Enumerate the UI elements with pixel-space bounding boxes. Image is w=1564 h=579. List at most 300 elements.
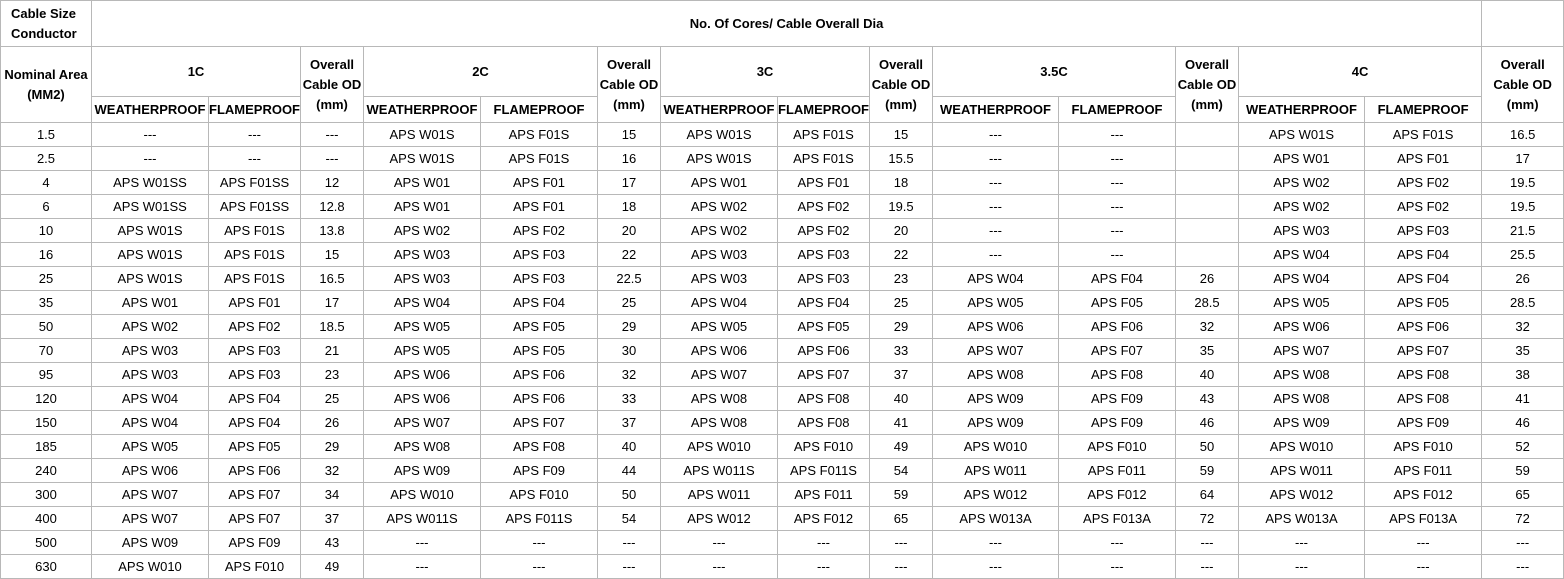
table-cell: --- [933,195,1059,219]
weatherproof-header-3-5c: WEATHERPROOF [933,97,1059,123]
table-cell: APS W03 [92,363,209,387]
table-cell: 65 [1482,483,1564,507]
table-cell: 59 [1482,459,1564,483]
table-row [1,171,1564,195]
table-row [1,555,1564,579]
table-cell: APS F011 [1059,459,1176,483]
table-cell: 20 [598,219,661,243]
table-cell: APS F06 [1365,315,1482,339]
table-row [1,411,1564,435]
table-cell: 29 [870,315,933,339]
table-row [1,219,1564,243]
table-cell: --- [1365,531,1482,555]
table-cell: 40 [598,435,661,459]
table-cell: APS W02 [1239,171,1365,195]
table-cell: APS F09 [1059,387,1176,411]
table-cell: APS F010 [1365,435,1482,459]
table-cell: --- [870,555,933,579]
nominal-area-cell: 2.5 [1,147,92,171]
overall-od-header-2c: Overall Cable OD (mm) [598,47,661,123]
table-cell: --- [1059,531,1176,555]
table-cell: 18.5 [301,315,364,339]
table-cell: 41 [870,411,933,435]
table-cell: 15 [301,243,364,267]
nominal-area-cell: 25 [1,267,92,291]
weatherproof-header-3c: WEATHERPROOF [661,97,778,123]
table-cell: APS W02 [661,219,778,243]
table-cell: APS F05 [1059,291,1176,315]
table-cell: APS F01S [481,123,598,147]
table-cell: --- [92,147,209,171]
table-cell: APS F06 [481,387,598,411]
table-cell: 16.5 [301,267,364,291]
table-cell: APS W01S [92,267,209,291]
table-cell: 46 [1482,411,1564,435]
table-row [1,339,1564,363]
table-cell: APS F03 [1365,219,1482,243]
weatherproof-header-4c: WEATHERPROOF [1239,97,1365,123]
table-cell: APS F02 [1365,195,1482,219]
table-cell: --- [933,147,1059,171]
nominal-area-cell: 4 [1,171,92,195]
table-cell: APS F012 [1365,483,1482,507]
table-cell: APS W011S [661,459,778,483]
table-cell: APS W04 [92,411,209,435]
table-cell: 33 [870,339,933,363]
table-cell: APS W05 [364,315,481,339]
weatherproof-header-2c: WEATHERPROOF [364,97,481,123]
table-cell: APS W01S [92,219,209,243]
table-cell: APS F04 [778,291,870,315]
nominal-area-cell: 16 [1,243,92,267]
nominal-area-cell: 500 [1,531,92,555]
table-cell: --- [364,555,481,579]
table-cell [1176,123,1239,147]
table-cell: APS W010 [933,435,1059,459]
table-cell: --- [1365,555,1482,579]
table-cell: APS F05 [209,435,301,459]
table-cell: 15.5 [870,147,933,171]
table-cell: APS F08 [778,387,870,411]
table-cell: 59 [1176,459,1239,483]
table-cell: APS W04 [1239,243,1365,267]
table-cell: APS W010 [364,483,481,507]
table-cell: APS W09 [364,459,481,483]
table-cell: APS W011 [933,459,1059,483]
table-cell: 41 [1482,387,1564,411]
table-cell: --- [1059,243,1176,267]
table-cell: APS W04 [661,291,778,315]
table-cell: APS F05 [481,315,598,339]
table-cell: APS F02 [778,219,870,243]
table-cell: --- [481,531,598,555]
table-row [1,195,1564,219]
table-row [1,483,1564,507]
table-cell: APS W01 [92,291,209,315]
table-cell: APS F013A [1059,507,1176,531]
table-cell: 12 [301,171,364,195]
table-cell: --- [1059,123,1176,147]
overall-od-header-3c: Overall Cable OD (mm) [870,47,933,123]
table-cell: 29 [598,315,661,339]
table-cell: APS F07 [209,507,301,531]
table-cell: APS F05 [1365,291,1482,315]
table-cell: 34 [301,483,364,507]
table-cell [1176,219,1239,243]
table-cell: APS F04 [1365,267,1482,291]
nominal-area-cell: 10 [1,219,92,243]
table-cell: APS W08 [1239,363,1365,387]
nominal-area-cell: 1.5 [1,123,92,147]
table-cell: APS F03 [209,363,301,387]
table-cell: 32 [301,459,364,483]
nominal-area-cell: 400 [1,507,92,531]
table-cell: APS W05 [661,315,778,339]
table-cell: APS W08 [1239,387,1365,411]
table-cell: APS F02 [481,219,598,243]
table-cell: 22.5 [598,267,661,291]
table-cell: 28.5 [1482,291,1564,315]
table-cell: APS W05 [933,291,1059,315]
table-cell: APS F07 [481,411,598,435]
table-cell: 26 [301,411,364,435]
table-cell: APS F01S [778,147,870,171]
nominal-area-cell: 120 [1,387,92,411]
table-cell: APS F05 [481,339,598,363]
table-cell: --- [92,123,209,147]
table-header [1,1,1564,123]
flameproof-header-1c: FLAMEPROOF [209,97,301,123]
table-cell: APS W01S [364,123,481,147]
table-cell: 43 [1176,387,1239,411]
flameproof-header-3c: FLAMEPROOF [778,97,870,123]
table-cell: APS W03 [92,339,209,363]
cable-size-conductor-header: Cable Size Conductor [1,1,92,47]
table-cell: APS W03 [1239,219,1365,243]
table-cell: APS F06 [778,339,870,363]
table-cell: APS F01 [481,171,598,195]
table-cell: --- [1059,219,1176,243]
nominal-area-cell: 150 [1,411,92,435]
table-cell: 25 [598,291,661,315]
table-row [1,363,1564,387]
table-cell: --- [1059,171,1176,195]
table-cell: APS W01SS [92,195,209,219]
table-cell: APS F03 [778,243,870,267]
table-cell: APS F08 [1059,363,1176,387]
table-cell: APS W07 [933,339,1059,363]
table-cell: APS W02 [364,219,481,243]
table-cell: APS F011S [778,459,870,483]
nominal-area-cell: 70 [1,339,92,363]
overall-od-header-1c: Overall Cable OD (mm) [301,47,364,123]
table-cell [1176,195,1239,219]
table-cell: APS W06 [364,363,481,387]
table-cell: 72 [1176,507,1239,531]
table-cell: APS F04 [1365,243,1482,267]
table-cell: APS F04 [481,291,598,315]
table-cell: APS W07 [661,363,778,387]
table-cell: APS F013A [1365,507,1482,531]
table-row [1,147,1564,171]
table-cell: APS F010 [1059,435,1176,459]
flameproof-header-3-5c: FLAMEPROOF [1059,97,1176,123]
nominal-area-cell: 6 [1,195,92,219]
title-blank-cell [1482,1,1564,47]
table-cell: --- [778,531,870,555]
table-cell: 65 [870,507,933,531]
table-cell: 19.5 [1482,171,1564,195]
table-cell: 46 [1176,411,1239,435]
table-cell: APS W07 [1239,339,1365,363]
table-cell: 28.5 [1176,291,1239,315]
table-cell: APS F010 [778,435,870,459]
table-cell: APS W08 [661,411,778,435]
table-cell: 16.5 [1482,123,1564,147]
table-cell: APS F02 [778,195,870,219]
table-cell: APS F02 [1365,171,1482,195]
group-header-4c: 4C [1239,47,1482,97]
table-cell: 54 [870,459,933,483]
table-cell: --- [364,531,481,555]
nominal-area-cell: 240 [1,459,92,483]
table-cell: APS F08 [1365,363,1482,387]
table-cell: --- [870,531,933,555]
table-cell: APS F01S [778,123,870,147]
table-cell: 35 [1482,339,1564,363]
table-cell: 25 [870,291,933,315]
table-cell: APS F07 [1059,339,1176,363]
table-cell: APS W012 [1239,483,1365,507]
table-cell: 21.5 [1482,219,1564,243]
table-body [1,123,1564,579]
table-cell: APS F08 [481,435,598,459]
table-row [1,387,1564,411]
table-cell: APS F04 [209,387,301,411]
table-cell: APS W07 [92,507,209,531]
table-cell: 37 [870,363,933,387]
table-cell: APS W03 [661,267,778,291]
table-cell: --- [933,219,1059,243]
table-cell: 38 [1482,363,1564,387]
table-cell: APS F011 [778,483,870,507]
table-cell: APS F02 [209,315,301,339]
table-cell: 40 [1176,363,1239,387]
table-cell: APS F010 [209,555,301,579]
table-cell: 59 [870,483,933,507]
table-cell: APS W08 [661,387,778,411]
table-title: No. Of Cores/ Cable Overall Dia [92,1,1482,47]
table-cell: 44 [598,459,661,483]
table-cell: APS F03 [778,267,870,291]
table-row [1,243,1564,267]
table-cell: APS F01 [778,171,870,195]
table-cell: APS W03 [364,243,481,267]
table-cell: --- [1176,555,1239,579]
table-cell: --- [598,531,661,555]
table-cell [1176,171,1239,195]
table-cell: APS F010 [481,483,598,507]
table-cell: APS F06 [209,459,301,483]
table-cell: APS F01S [481,147,598,171]
table-cell: 30 [598,339,661,363]
table-cell: APS W013A [1239,507,1365,531]
table-row [1,291,1564,315]
flameproof-header-2c: FLAMEPROOF [481,97,598,123]
group-header-3-5c: 3.5C [933,47,1176,97]
table-cell: APS W01S [661,147,778,171]
table-cell: 15 [598,123,661,147]
table-cell: --- [933,555,1059,579]
table-row [1,267,1564,291]
table-cell: 21 [301,339,364,363]
table-cell: 17 [598,171,661,195]
nominal-area-cell: 185 [1,435,92,459]
table-cell: 32 [598,363,661,387]
table-cell: --- [1482,555,1564,579]
table-cell: APS W010 [1239,435,1365,459]
nominal-area-cell: 630 [1,555,92,579]
weatherproof-header-1c: WEATHERPROOF [92,97,209,123]
table-cell: APS W02 [92,315,209,339]
table-cell: APS W06 [933,315,1059,339]
table-row [1,123,1564,147]
table-cell: 72 [1482,507,1564,531]
group-header-3c: 3C [661,47,870,97]
table-cell: APS W012 [661,507,778,531]
table-cell: --- [933,531,1059,555]
table-cell: 18 [598,195,661,219]
table-cell: APS W06 [364,387,481,411]
table-cell: APS W02 [661,195,778,219]
table-cell: APS F011S [481,507,598,531]
table-cell: APS F09 [209,531,301,555]
table-cell: APS F01 [209,291,301,315]
table-cell: 32 [1176,315,1239,339]
table-cell: APS W011S [364,507,481,531]
table-cell: APS W02 [1239,195,1365,219]
nominal-area-cell: 35 [1,291,92,315]
group-header-1c: 1C [92,47,301,97]
table-cell: APS W011 [661,483,778,507]
table-cell: APS F03 [481,267,598,291]
table-cell: 40 [870,387,933,411]
table-cell: APS F011 [1365,459,1482,483]
nominal-area-header: Nominal Area (MM2) [1,47,92,123]
table-cell: APS W05 [92,435,209,459]
overall-od-header-3-5c: Overall Cable OD (mm) [1176,47,1239,123]
table-cell: 23 [301,363,364,387]
table-cell: --- [598,555,661,579]
table-cell: --- [481,555,598,579]
table-cell: 17 [1482,147,1564,171]
table-cell: APS W01 [364,171,481,195]
nominal-area-cell: 50 [1,315,92,339]
table-cell: APS F04 [209,411,301,435]
table-cell: 26 [1482,267,1564,291]
table-cell: APS F06 [481,363,598,387]
table-cell: APS W04 [92,387,209,411]
table-cell: APS W01S [1239,123,1365,147]
flameproof-header-4c: FLAMEPROOF [1365,97,1482,123]
table-cell: --- [209,123,301,147]
table-cell: APS F01SS [209,195,301,219]
table-cell [1176,243,1239,267]
table-cell: APS W06 [1239,315,1365,339]
table-cell: --- [661,531,778,555]
table-cell: --- [933,171,1059,195]
table-cell: 12.8 [301,195,364,219]
table-cell: 20 [870,219,933,243]
table-cell: APS W06 [661,339,778,363]
table-row [1,531,1564,555]
table-cell: 25.5 [1482,243,1564,267]
nominal-area-cell: 95 [1,363,92,387]
table-cell: APS W01S [92,243,209,267]
nominal-area-cell: 300 [1,483,92,507]
table-cell: APS F03 [209,339,301,363]
table-cell: APS F07 [209,483,301,507]
table-cell: 19.5 [870,195,933,219]
table-cell: 49 [870,435,933,459]
table-cell: APS W05 [1239,291,1365,315]
table-cell: 29 [301,435,364,459]
table-cell: 35 [1176,339,1239,363]
table-cell: --- [1059,195,1176,219]
table-row [1,435,1564,459]
table-cell: APS F01 [481,195,598,219]
table-cell: APS F01S [209,243,301,267]
table-cell: APS W011 [1239,459,1365,483]
table-cell: 17 [301,291,364,315]
table-cell: APS W09 [92,531,209,555]
table-cell: 37 [598,411,661,435]
table-cell: --- [301,147,364,171]
table-cell: --- [209,147,301,171]
table-cell: --- [661,555,778,579]
table-cell: --- [1239,531,1365,555]
table-cell: APS F09 [481,459,598,483]
table-cell: APS W01SS [92,171,209,195]
table-row [1,507,1564,531]
table-cell: APS F03 [481,243,598,267]
table-cell: APS F09 [1059,411,1176,435]
table-cell: APS W09 [933,387,1059,411]
table-cell: --- [1482,531,1564,555]
table-cell: APS W04 [1239,267,1365,291]
table-cell: 32 [1482,315,1564,339]
table-cell: --- [301,123,364,147]
table-cell: APS W01S [661,123,778,147]
table-cell: APS W01 [1239,147,1365,171]
table-cell: APS W012 [933,483,1059,507]
table-cell: APS W07 [92,483,209,507]
table-cell: 54 [598,507,661,531]
table-cell: APS F01SS [209,171,301,195]
table-cell [1176,147,1239,171]
table-cell: APS W01S [364,147,481,171]
table-cell: APS W05 [364,339,481,363]
table-cell: --- [1059,555,1176,579]
table-cell: APS F07 [778,363,870,387]
table-cell: --- [933,243,1059,267]
table-cell: APS W01 [364,195,481,219]
table-cell: APS W01 [661,171,778,195]
table-cell: 22 [870,243,933,267]
table-cell: 13.8 [301,219,364,243]
table-cell: APS F01S [209,267,301,291]
table-cell: --- [1176,531,1239,555]
